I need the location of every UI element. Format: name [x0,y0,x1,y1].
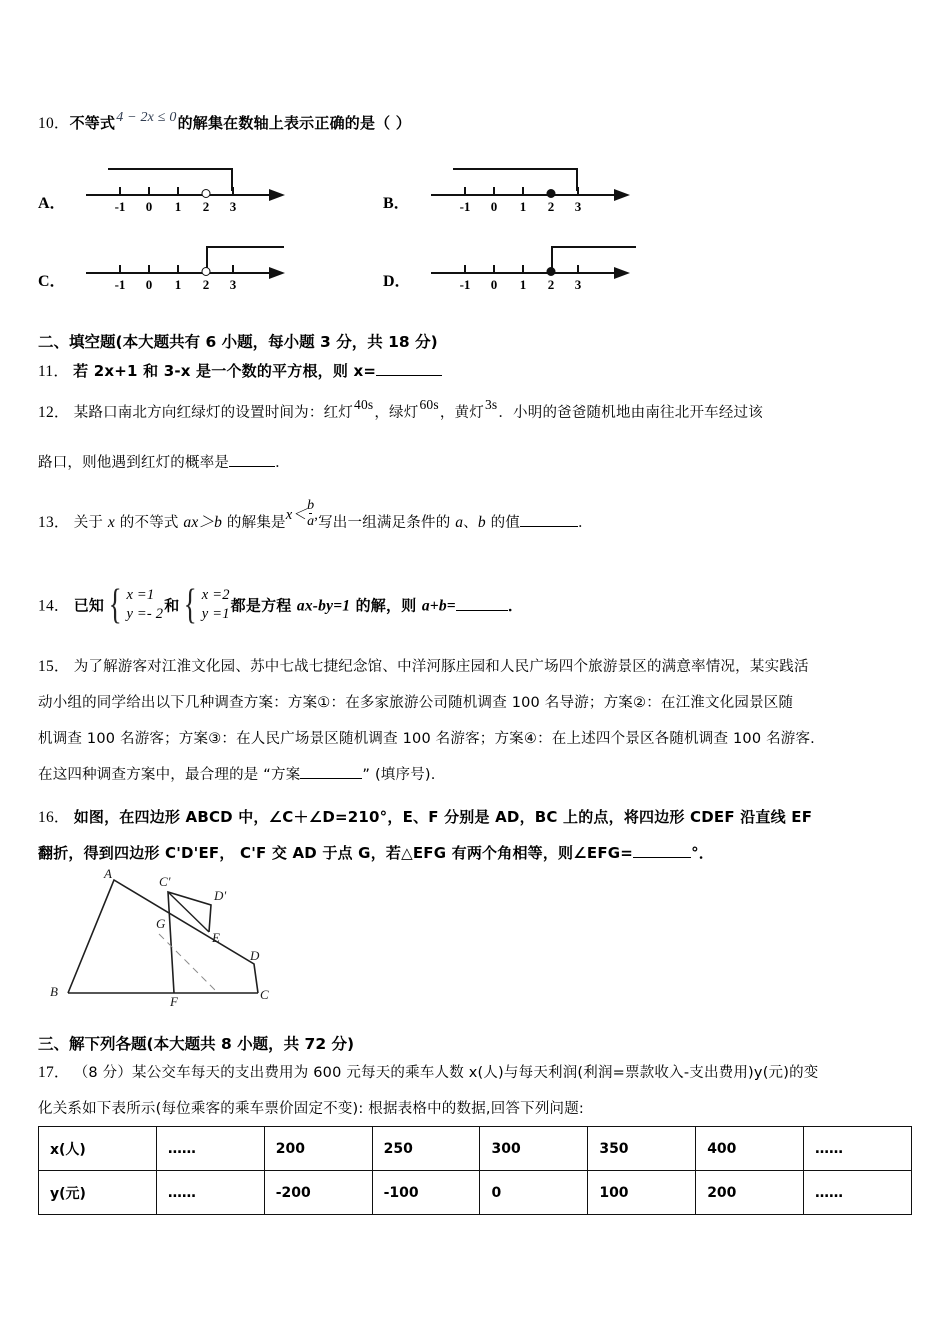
tick-label-b-1: 0 [490,199,498,214]
cell-x-0: …… [156,1127,264,1171]
tick-b-2 [522,187,524,194]
tick-a-4 [232,187,234,194]
question-12-answer-blank[interactable] [229,466,275,467]
bus-profit-table [38,1126,912,1215]
question-10-choices [38,160,918,300]
question-16 [38,802,918,833]
choice-c[interactable] [38,238,378,300]
question-13-number: 13． [38,514,70,531]
question-15-line-4-wrap [38,760,918,790]
tick-label-a-1: 0 [145,199,153,214]
question-14-text-a: 已知 [73,596,105,615]
question-15-line-4-a: 在这四种调查方案中，最合理的是 “方案 [38,767,301,783]
question-12-text-line2: 路口，则他遇到红灯的概率是 [38,455,230,471]
label-e: E [212,930,220,945]
question-15-line-3-wrap [38,724,918,754]
axis-d [431,272,616,274]
system-2-row-2: y =1 [201,606,230,622]
question-13-variable-b: b [477,514,486,531]
question-10-number: 10． [38,115,70,132]
path-f-cprime-dprime-e [168,892,211,993]
endpoint-b-filled [547,189,556,198]
label-f: F [170,994,178,1009]
axis-a [86,194,271,196]
choice-c-label: C． [38,273,66,290]
question-16-number: 16． [38,809,70,826]
cell-x-2: 250 [372,1127,480,1171]
choice-a[interactable] [38,160,378,222]
question-13-answer-blank[interactable] [520,526,578,527]
question-17-data-table [38,1126,912,1215]
endpoint-d-filled [547,267,556,276]
tick-d-0 [464,265,466,272]
label-c: C [260,987,269,1002]
question-17-line-2: 化关系如下表所示(每位乘客的乘车票价固定不变): 根据表格中的数据,回答下列问题: [38,1101,584,1117]
question-16-line-1: 如图，在四边形 ABCD 中，∠C＋∠D=210°，E、F 分别是 AD，BC 上的点，将四边形 CDEF 沿直线 EF [73,808,813,826]
question-12-text-c: ，黄灯 [439,405,484,421]
tick-label-a-4: 3 [229,199,237,214]
cell-y-1: -200 [264,1171,372,1215]
question-14-trailing: ． [507,596,524,615]
question-15-line-4-b: ” (填序号). [362,767,436,783]
question-12-line-2 [38,448,918,478]
question-14-conjunction: 和 [164,596,180,615]
solution-set-inequality [286,500,318,530]
tick-b-0 [464,187,466,194]
question-16-figure [46,866,366,1016]
question-10 [38,108,918,140]
question-14-number: 14． [38,597,70,615]
cell-y-0: …… [156,1171,264,1215]
cell-x-3: 300 [480,1127,588,1171]
question-15-line-1: 为了解游客对江淮文化园、苏中七战七捷纪念馆、中洋河豚庄园和人民广场四个旅游景区的满意率情况，某实践活 [73,659,809,675]
question-11 [38,356,918,387]
tick-d-1 [493,265,495,272]
tick-c-2 [177,265,179,272]
question-12-text-a: 某路口南北方向红绿灯的设置时间为：红灯 [73,405,353,421]
endpoint-c-open [202,267,211,276]
tick-label-c-3: 2 [202,277,210,292]
question-10-stem [38,108,918,140]
question-11-answer-blank[interactable] [376,375,442,376]
table-row [39,1171,912,1215]
label-a: A [104,866,112,881]
question-12-text-b: ，绿灯 [374,405,419,421]
tick-a-0 [119,187,121,194]
cell-x-6: …… [804,1127,912,1171]
tick-d-4 [577,265,579,272]
question-14-answer-blank[interactable] [456,610,508,611]
choice-d[interactable] [383,238,723,300]
question-14 [38,582,918,628]
question-13-variable-a: a [455,514,464,531]
cell-y-4: 100 [588,1171,696,1215]
green-light-duration: 60s [419,397,439,412]
question-10-text-after: 的解集在数轴上表示正确的是（ ） [177,114,412,132]
question-13-text-a: 关于 [73,515,108,531]
question-14-unknown: a+b= [421,597,456,615]
inequality-formula: 4 − 2x ≤ 0 [116,110,177,125]
system-2-row-1: x =2 [201,587,230,603]
quadrilateral-fold-diagram [46,866,306,1006]
question-13-text-f: 的值 [485,515,521,531]
axis-arrow-b [614,189,630,201]
tick-label-b-4: 3 [574,199,582,214]
tick-label-b-3: 2 [547,199,555,214]
ray-d-horizontal [551,246,636,248]
ray-c-vertical [206,246,208,269]
axis-b [431,194,616,196]
ray-c-horizontal [206,246,284,248]
tick-label-d-1: 0 [490,277,498,292]
row-header-y: y(元) [39,1171,157,1215]
question-16-line-2-wrap [38,838,918,869]
table-row [39,1127,912,1171]
question-17-line-1: （8 分）某公交车每天的支出费用为 600 元每天的乘车人数 x(人)与每天利润(利润=票款收入-支出费用)y(元)的变 [73,1065,819,1081]
system-2-rows [201,586,230,624]
question-12-trailing: ． [275,455,290,471]
tick-label-d-0: -1 [459,277,471,292]
fraction-numerator: b [307,498,315,514]
axis-c [86,272,271,274]
section-2-heading: 二、填空题(本大题共有 6 小题，每小题 3 分，共 18 分) [38,333,438,351]
yellow-light-duration: 3s [484,397,498,412]
tick-label-b-0: -1 [459,199,471,214]
fraction-b-over-a [307,499,314,528]
question-16-line-2-a: 翻折，得到四边形 C'D'EF， C'F 交 AD 于点 G，若△EFG 有两个角相等，则∠EFG= [38,844,634,862]
number-line-b [421,160,661,222]
question-13-text-c: 的解集是 [222,515,286,531]
question-13-expression: ax＞b [183,514,223,531]
path-a-b-c-d [68,880,258,993]
tick-c-4 [232,265,234,272]
question-15-answer-blank[interactable] [300,778,362,779]
question-12-text-d: ．小明的爸爸随机地由南往北开车经过该 [498,405,763,421]
question-17 [38,1058,918,1088]
dashed-fold-line [159,934,218,993]
equation-system-2 [180,582,230,628]
row-header-x: x(人) [39,1127,157,1171]
tick-d-2 [522,265,524,272]
left-brace-icon: { [108,582,122,628]
choice-a-label: A． [38,195,66,212]
question-12 [38,398,918,428]
tick-a-1 [148,187,150,194]
number-line-c [76,238,316,300]
question-13-trailing: ． [578,515,593,531]
choice-b[interactable] [383,160,723,222]
number-line-a [76,160,316,222]
question-12-number: 12． [38,404,70,421]
tick-label-c-4: 3 [229,277,237,292]
left-brace-icon-2: { [183,582,198,628]
system-1-row-1: x =1 [126,587,155,603]
tick-label-d-2: 1 [519,277,527,292]
question-15-number: 15． [38,658,70,675]
question-13-text-d: 写出一组满足条件的 [318,515,456,531]
ray-a-horizontal [108,168,233,170]
axis-arrow-d [614,267,630,279]
tick-label-b-2: 1 [519,199,527,214]
cell-x-1: 200 [264,1127,372,1171]
question-16-line-2-b: °． [691,844,714,862]
system-1-rows [125,586,163,624]
tick-c-1 [148,265,150,272]
question-17-line-2-wrap [38,1094,918,1124]
question-13-text-b: 的不等式 [115,515,184,531]
label-c-prime: C' [159,874,171,889]
question-15-line-2-wrap [38,688,918,718]
choice-d-label: D． [383,273,411,290]
label-g: G [156,916,166,931]
cell-x-4: 350 [588,1127,696,1171]
red-light-duration: 40s [354,397,374,412]
question-11-number: 11． [38,363,70,380]
cell-y-2: -100 [372,1171,480,1215]
ray-d-vertical [551,246,553,269]
question-10-text-before: 不等式 [69,114,116,132]
question-14-text-b: 都是方程 [230,596,297,615]
tick-b-1 [493,187,495,194]
label-d: D [250,948,260,963]
question-16-answer-blank[interactable] [633,857,691,858]
number-line-d [421,238,661,300]
tick-a-2 [177,187,179,194]
axis-arrow-c [269,267,285,279]
label-d-prime: D' [214,888,227,903]
tick-label-a-0: -1 [114,199,126,214]
section-3-heading: 三、解下列各题(本大题共 8 小题，共 72 分) [38,1035,355,1053]
inequality-suffix: , [314,507,319,523]
tick-label-c-2: 1 [174,277,182,292]
question-13-variable-x: x [107,514,115,531]
axis-arrow-a [269,189,285,201]
cell-y-6: …… [804,1171,912,1215]
tick-label-c-0: -1 [114,277,126,292]
tick-label-d-3: 2 [547,277,555,292]
cell-y-5: 200 [696,1171,804,1215]
question-13 [38,498,918,538]
question-11-text: 若 2x+1 和 3-x 是一个数的平方根，则 x= [73,362,377,380]
question-15-line-2: 动小组的同学给出以下几种调查方案：方案①：在多家旅游公司随机调查 100 名导游；方案②：在江淮文化园景区随 [38,695,794,711]
cell-y-3: 0 [480,1171,588,1215]
fraction-denominator: a [307,514,315,530]
question-14-equation: ax-by=1 [296,597,351,615]
tick-b-4 [577,187,579,194]
equation-system-1 [105,582,164,628]
choice-b-label: B． [383,195,410,212]
question-13-text-e: 、 [463,515,478,531]
tick-c-0 [119,265,121,272]
question-17-number: 17． [38,1064,70,1081]
question-14-text-c: 的解，则 [350,596,422,615]
label-b: B [50,984,58,999]
question-15 [38,652,918,682]
cell-x-5: 400 [696,1127,804,1171]
ray-b-horizontal [453,168,578,170]
system-1-row-2: y =- 2 [126,606,164,622]
tick-label-d-4: 3 [574,277,582,292]
tick-label-a-2: 1 [174,199,182,214]
tick-label-c-1: 0 [145,277,153,292]
endpoint-a-open [202,189,211,198]
inequality-prefix: x＜ [285,507,308,523]
question-15-line-3: 机调查 100 名游客；方案③：在人民广场景区随机调查 100 名游客；方案④：在上述四个景区各随机调查 100 名游客. [38,731,815,747]
tick-label-a-3: 2 [202,199,210,214]
